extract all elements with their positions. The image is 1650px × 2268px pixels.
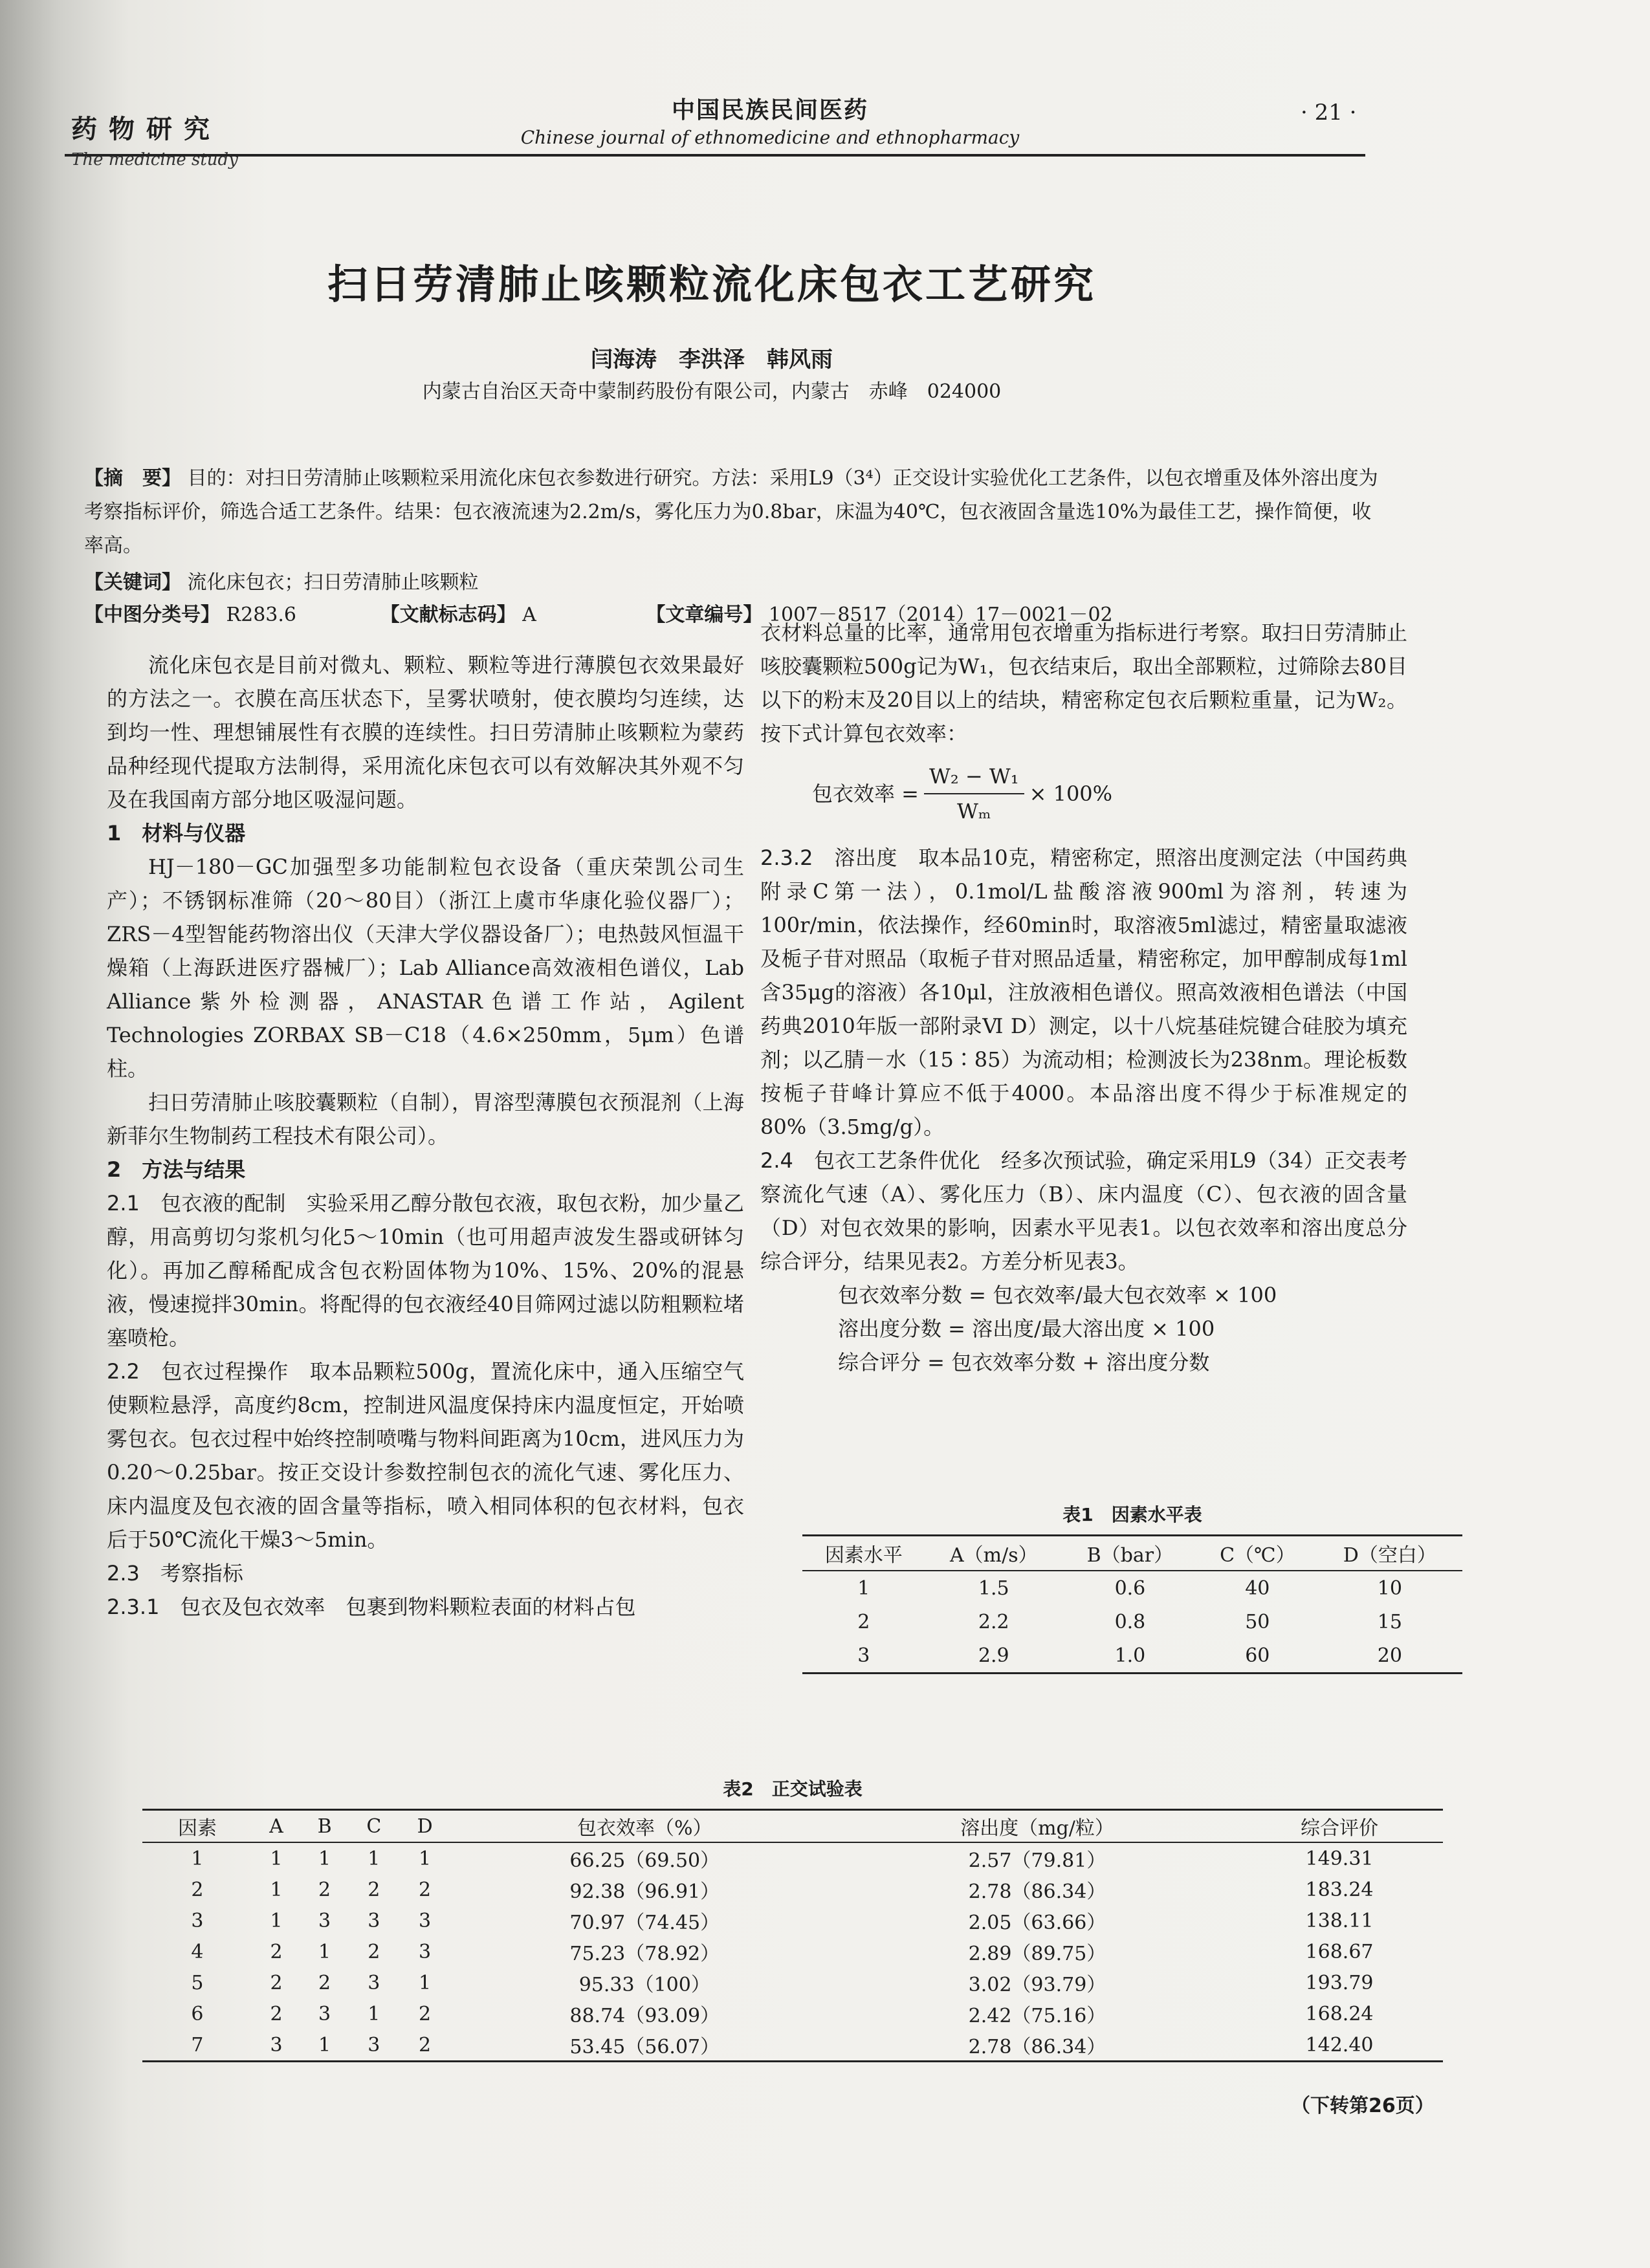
coating-efficiency-text: 包裹到物料颗粒表面的材料占包: [346, 1595, 636, 1619]
table-cell: 1.5: [978, 1576, 1009, 1600]
formula-lhs: 包衣效率 =: [812, 781, 919, 806]
table-cell: 3: [857, 1644, 870, 1667]
table-cell: 2.9: [978, 1644, 1009, 1667]
table-cell: 1: [318, 2033, 331, 2056]
table-cell: 1: [270, 1909, 283, 1932]
table-cell: 5: [191, 1971, 204, 1994]
table-cell: 60: [1245, 1644, 1270, 1667]
table2-header-cell: B: [317, 1815, 332, 1838]
table2-caption: 表2 正交试验表: [723, 1778, 863, 1800]
table-cell: 3: [368, 1971, 380, 1994]
abstract: [84, 462, 1378, 563]
table2-header-cell: 包衣效率（%）: [577, 1817, 712, 1840]
table-cell: 15: [1377, 1610, 1402, 1633]
heading-2-4: 2.4 包衣工艺条件优化: [760, 1148, 980, 1173]
table-cell: 2: [270, 1971, 283, 1994]
table-row: [142, 1905, 1443, 1936]
journal-name-cn: 中国民族民间医药: [671, 96, 868, 124]
table-cell: 50: [1245, 1610, 1270, 1633]
table-cell: 20: [1377, 1644, 1402, 1667]
keywords-label: 【关键词】: [84, 571, 181, 594]
table-cell: 2: [270, 1940, 283, 1963]
section-header-subtitle: The medicine study: [71, 150, 238, 169]
keywords-row: [84, 566, 479, 594]
table2-header-cell: A: [269, 1815, 283, 1838]
article-no-value: 1007－8517（2014）17－0021－02: [768, 604, 1113, 626]
table1-header-cell: 因素水平: [824, 1544, 903, 1567]
table-cell: 3: [368, 2033, 380, 2056]
left-column: [107, 648, 744, 1624]
table2-header-cell: 因素: [177, 1817, 217, 1840]
header-rule: [65, 154, 1365, 157]
table-row: [802, 1605, 1462, 1639]
table-cell: 4: [191, 1940, 204, 1963]
table-cell: 1: [419, 1971, 432, 1994]
table-cell: 2: [270, 2002, 283, 2025]
table-cell: 3: [191, 1909, 204, 1932]
table-cell: 149.31: [1305, 1847, 1374, 1870]
table-cell: 2: [368, 1878, 380, 1901]
table-cell: 2: [419, 2002, 432, 2025]
table1-header-cell: B（bar）: [1086, 1544, 1174, 1567]
formula-fraction: [924, 759, 1024, 828]
table-cell: 2.78（86.34）: [968, 1881, 1106, 1903]
table-cell: 75.23（78.92）: [569, 1943, 720, 1965]
table-row: [802, 1639, 1462, 1674]
table-row: [142, 1998, 1443, 2029]
table-row: [142, 1967, 1443, 1998]
table-cell: 168.24: [1305, 2002, 1374, 2025]
right-column: [760, 616, 1407, 1379]
table-cell: 40: [1245, 1576, 1270, 1600]
table-cell: 0.6: [1114, 1576, 1146, 1600]
table-cell: 1: [191, 1847, 204, 1870]
dissolution-paragraph: [760, 841, 1407, 1144]
table-cell: 92.38（96.91）: [569, 1881, 720, 1903]
score-formula-1: 包衣效率分数 = 包衣效率/最大包衣效率 × 100: [838, 1283, 1277, 1307]
heading-2-1: 2.1 包衣液的配制: [107, 1191, 286, 1216]
efficiency-paragraph: 衣材料总量的比率，通常用包衣增重为指标进行考察。取扫日劳清肺止咳胶囊颗粒500g记为W₁，包衣结束后，取出全部颗粒，过筛除去80目以下的粉末及20目以上的结块，精密称定包衣后颗粒重量，记为W₂。按下式计算包衣效率：: [760, 620, 1408, 746]
table-cell: 53.45（56.07）: [569, 2036, 720, 2058]
table1-header-cell: D（空白）: [1343, 1544, 1436, 1567]
keywords: 流化床包衣；扫日劳清肺止咳颗粒: [187, 571, 479, 594]
table-cell: 1: [857, 1576, 870, 1600]
efficiency-formula: [812, 759, 1407, 828]
table-cell: 0.8: [1114, 1610, 1146, 1633]
intro-paragraph: 流化床包衣是目前对微丸、颗粒、颗粒等进行薄膜包衣效果最好的方法之一。衣膜在高压状态下，呈雾状喷射，使衣膜均匀连续，达到均一性、理想铺展性有衣膜的连续性。扫日劳清肺止咳颗粒为蒙药品种经现代提取方法制得，采用流化床包衣可以有效解决其外观不匀及在我国南方部分地区吸湿问题。: [107, 653, 744, 812]
cls-value: R283.6: [226, 604, 297, 626]
formula-denominator: Wₘ: [957, 799, 991, 823]
article-title: 扫日劳清肺止咳颗粒流化床包衣工艺研究: [327, 261, 1096, 308]
table-cell: 10: [1377, 1576, 1402, 1600]
coating-liquid-paragraph: [107, 1186, 744, 1355]
journal-name-en: Chinese journal of ethnomedicine and ethnopharmacy: [520, 127, 1020, 148]
heading-2-3-1: 2.3.1 包衣及包衣效率: [107, 1595, 325, 1619]
coating-efficiency-paragraph: [107, 1590, 744, 1624]
table-cell: 168.67: [1305, 1940, 1374, 1963]
table2-header-cell: C: [366, 1815, 382, 1838]
doc-code-label: 【文献标志码】: [380, 604, 516, 626]
formula-numerator: W₂ − W₁: [924, 759, 1024, 794]
table-cell: 1: [368, 1847, 380, 1870]
continued-note: （下转第26页）: [1291, 2095, 1435, 2117]
table-cell: 2.2: [978, 1610, 1009, 1633]
section-header-title: 药物研究: [71, 114, 221, 144]
heading-materials: 1 材料与仪器: [107, 821, 246, 845]
heading-2-2: 2.2 包衣过程操作: [107, 1359, 289, 1384]
table-cell: 3: [318, 1909, 331, 1932]
table-cell: 2: [419, 2033, 432, 2056]
reagents-paragraph: 扫日劳清肺止咳胶囊颗粒（自制），胃溶型薄膜包衣预混剂（上海新菲尔生物制药工程技术有限公司）。: [107, 1090, 744, 1148]
table-cell: 2: [318, 1971, 331, 1994]
table-cell: 193.79: [1305, 1971, 1374, 1994]
table-cell: 2.42（75.16）: [968, 2005, 1106, 2027]
score-formula-3: 综合评分 = 包衣效率分数 + 溶出度分数: [838, 1350, 1210, 1375]
table-cell: 138.11: [1305, 1909, 1374, 1932]
table-cell: 1: [318, 1940, 331, 1963]
table-cell: 1.0: [1114, 1644, 1146, 1667]
coating-process-text: 取本品颗粒500g，置流化床中，通入压缩空气使颗粒悬浮，高度约8cm，控制进风温度保持床内温度恒定，开始喷雾包衣。包衣过程中始终控制喷嘴与物料间距离为10cm，进风压力为0.20～0.25bar。按正交设计参数控制包衣的流化气速、雾化压力、床内温度及包衣液的固含量等指标，喷入相同体积的包衣材料，包衣后于50℃流化干燥3～5min。: [107, 1359, 744, 1552]
table-cell: 2.05（63.66）: [968, 1912, 1106, 1934]
table-cell: 2.78（86.34）: [968, 2036, 1106, 2058]
heading-methods: 2 方法与结果: [107, 1157, 246, 1182]
table-cell: 3: [419, 1909, 432, 1932]
table-cell: 2.89（89.75）: [968, 1943, 1106, 1965]
table-row: [802, 1571, 1462, 1605]
optimization-paragraph: [760, 1144, 1407, 1278]
table-cell: 1: [270, 1847, 283, 1870]
coating-liquid-text: 实验采用乙醇分散包衣液，取包衣粉，加少量乙醇，用高剪切匀浆机匀化5～10min（也可用超声波发生器或研钵匀化）。再加乙醇稀配成含包衣粉固体物为10%、15%、20%的混悬液，慢速搅拌30min。将配得的包衣液经40目筛网过滤以防粗颗粒堵塞喷枪。: [107, 1191, 744, 1350]
table2-header-cell: 溶出度（mg/粒）: [960, 1817, 1114, 1840]
table-cell: 2: [318, 1878, 331, 1901]
table1-caption: 表1 因素水平表: [1062, 1504, 1202, 1525]
table2-header-row: [142, 1810, 1443, 1843]
heading-2-3-2: 2.3.2 溶出度: [760, 845, 897, 870]
score-formula-2: 溶出度分数 = 溶出度/最大溶出度 × 100: [838, 1316, 1215, 1341]
table-cell: 2.57（79.81）: [968, 1849, 1106, 1872]
table-cell: 3: [270, 2033, 283, 2056]
optimization-text: 经多次预试验，确定采用L9（34）正交表考察流化气速（A）、雾化压力（B）、床内温度（C）、包衣液的固含量（D）对包衣效果的影响，因素水平见表1。以包衣效率和溶出度总分综合评分，结果见表2。方差分析见表3。: [760, 1148, 1407, 1274]
table-cell: 1: [318, 1847, 331, 1870]
abstract-label: 【摘 要】: [84, 467, 181, 490]
table-row: [142, 1936, 1443, 1967]
heading-2-3: 2.3 考察指标: [107, 1561, 243, 1586]
orthogonal-test-table: [142, 1809, 1443, 2062]
table-cell: 88.74（93.09）: [569, 2005, 720, 2027]
table-cell: 2: [419, 1878, 432, 1901]
abstract-text: 目的：对扫日劳清肺止咳颗粒采用流化床包衣参数进行研究。方法：采用L9（3⁴）正交设计实验优化工艺条件，以包衣增重及体外溶出度为考察指标评价，筛选合适工艺条件。结果：包衣液流速为2.2m/s，雾化压力为0.8bar，床温为40℃，包衣液固含量选10%为最佳工艺，操作简便，收率高。: [84, 467, 1378, 557]
equipment-paragraph: HJ－180－GC加强型多功能制粒包衣设备（重庆荣凯公司生产）；不锈钢标准筛（20～80目）（浙江上虞市华康化验仪器厂）；ZRS－4型智能药物溶出仪（天津大学仪器设备厂）；电热鼓风恒温干燥箱（上海跃进医疗器械厂）；Lab Alliance高效液相色谱仪，Lab Alliance紫外检测器，ANASTAR色谱工作站，Agilent Technologies ZORBAX SB－C18（4.6×250mm，5μm）色谱柱。: [107, 855, 744, 1081]
table-cell: 3.02（93.79）: [968, 1974, 1106, 1996]
table-cell: 2: [191, 1878, 204, 1901]
article-no-label: 【文章编号】: [646, 604, 763, 626]
table-cell: 183.24: [1305, 1878, 1374, 1901]
table2-header-cell: 综合评价: [1301, 1817, 1379, 1840]
table2-header-cell: D: [417, 1815, 433, 1838]
table-row: [142, 1842, 1443, 1874]
dissolution-text: 取本品10克，精密称定，照溶出度测定法（中国药典附录C第一法），0.1mol/L盐酸溶液900ml为溶剂，转速为100r/min，依法操作，经60min时，取溶液5ml滤过，精密量取滤液及栀子苷对照品（取栀子苷对照品适量，精密称定，加甲醇制成每1ml含35μg的溶液）各10μl，注放液相色谱仪。照高效液相色谱法（中国药典2010年版一部附录Ⅵ D）测定，以十八烷基硅烷键合硅胶为填充剂；以乙腈－水（15∶85）为流动相；检测波长为238nm。理论板数按栀子苷峰计算应不低于4000。本品溶出度不得少于标准规定的80%（3.5mg/g）。: [760, 845, 1407, 1139]
table-cell: 1: [270, 1878, 283, 1901]
table-cell: 1: [419, 1847, 432, 1870]
table1-header-cell: A（m/s）: [949, 1544, 1038, 1567]
table-row: [142, 1874, 1443, 1905]
table-cell: 95.33（100）: [578, 1974, 710, 1996]
table-cell: 7: [191, 2033, 204, 2056]
formula-rhs: × 100%: [1029, 781, 1113, 806]
table-cell: 70.97（74.45）: [569, 1912, 720, 1934]
doc-code-value: A: [522, 604, 536, 626]
table-row: [142, 2029, 1443, 2062]
coating-process-paragraph: [107, 1355, 744, 1556]
affiliation: 内蒙古自治区天奇中蒙制药股份有限公司，内蒙古 赤峰 024000: [422, 380, 1002, 403]
authors: 闫海涛 李洪泽 韩风雨: [591, 347, 833, 373]
table-cell: 2: [857, 1610, 870, 1633]
cls-label: 【中图分类号】: [84, 604, 220, 626]
table-cell: 1: [368, 2002, 380, 2025]
factor-level-table: [802, 1534, 1462, 1674]
table-cell: 2: [368, 1940, 380, 1963]
table-cell: 6: [191, 2002, 204, 2025]
table1-header-cell: C（℃）: [1220, 1544, 1295, 1567]
table1-header-row: [802, 1536, 1462, 1571]
table-cell: 3: [368, 1909, 380, 1932]
table-cell: 142.40: [1305, 2033, 1374, 2056]
table-cell: 3: [419, 1940, 432, 1963]
table-cell: 3: [318, 2002, 331, 2025]
table-cell: 66.25（69.50）: [569, 1849, 720, 1872]
page-number: · 21 ·: [1301, 100, 1357, 125]
